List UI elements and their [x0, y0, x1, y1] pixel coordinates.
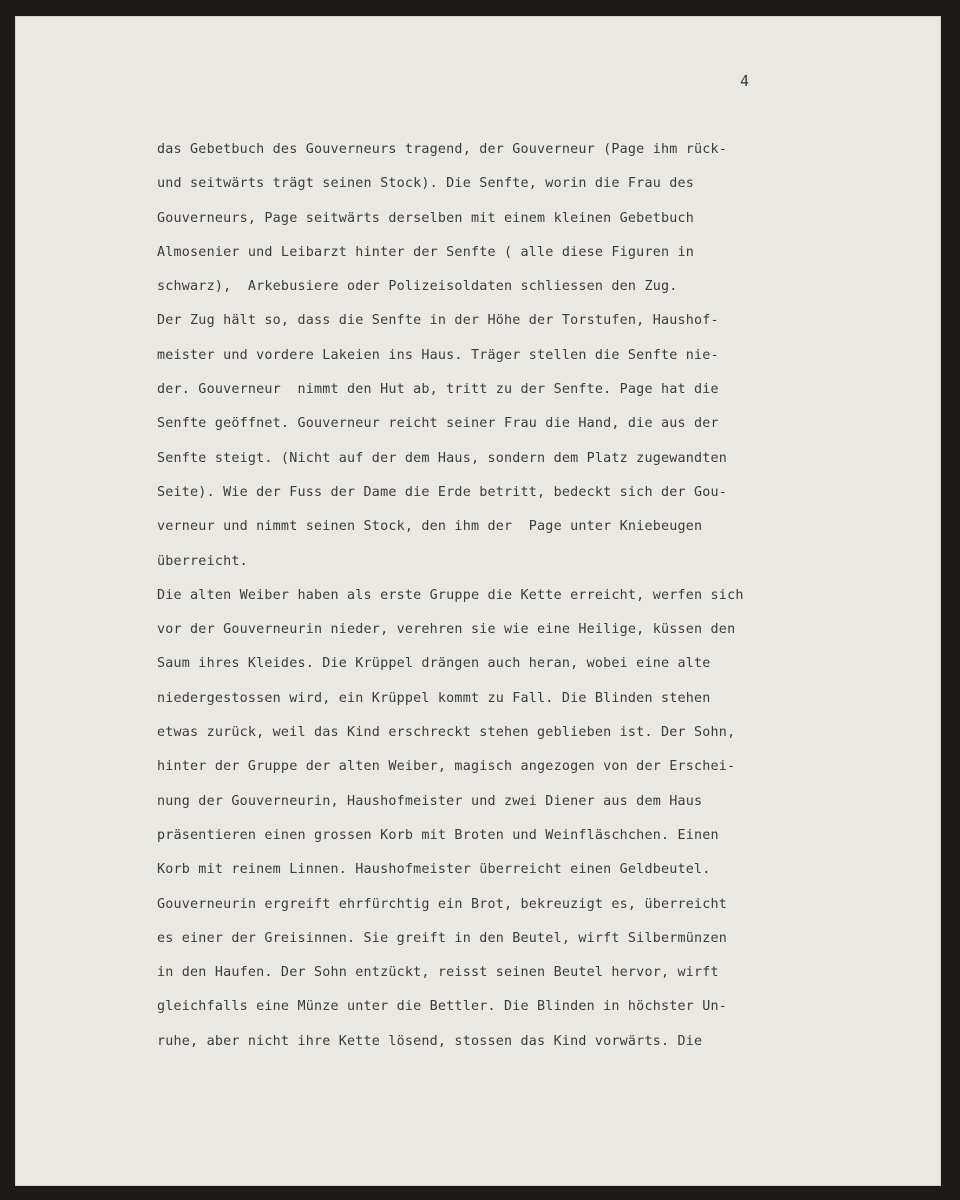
text-line: es einer der Greisinnen. Sie greift in den Beutel, wirft Silbermünzen [157, 930, 728, 946]
text-line: der. Gouverneur nimmt den Hut ab, tritt zu der Senfte. Page hat die [157, 382, 719, 398]
text-line: vor der Gouverneurin nieder, verehren sie wie eine Heilige, küssen den [157, 622, 736, 638]
text-line: verneur und nimmt seinen Stock, den ihm der Page unter Kniebeugen [157, 519, 703, 535]
text-line: Senfte steigt. (Nicht auf der dem Haus, sondern dem Platz zugewandten [157, 450, 728, 466]
text-line: Gouverneurin ergreift ehrfürchtig ein Brot, bekreuzigt es, überreicht [157, 896, 728, 912]
page-number: 4 [740, 72, 750, 90]
text-line: Almosenier und Leibarzt hinter der Senfte ( alle diese Figuren in [157, 244, 695, 260]
text-line: etwas zurück, weil das Kind erschreckt stehen geblieben ist. Der Sohn, [157, 725, 736, 741]
text-line: Seite). Wie der Fuss der Dame die Erde betritt, bedeckt sich der Gou- [157, 484, 728, 500]
text-line: überreicht. [157, 553, 248, 569]
text-line: Gouverneurs, Page seitwärts derselben mit einem kleinen Gebetbuch [157, 210, 695, 226]
text-line: Korb mit reinem Linnen. Haushofmeister überreicht einen Geldbeutel. [157, 862, 711, 878]
text-line: Senfte geöffnet. Gouverneur reicht seiner Frau die Hand, die aus der [157, 416, 719, 432]
typewritten-body [157, 133, 887, 1059]
text-line: gleichfalls eine Münze unter die Bettler. Die Blinden in höchster Un- [157, 999, 728, 1015]
text-line: und seitwärts trägt seinen Stock). Die Senfte, worin die Frau des [157, 176, 695, 192]
text-line: in den Haufen. Der Sohn entzückt, reisst seinen Beutel hervor, wirft [157, 965, 719, 981]
text-line: Die alten Weiber haben als erste Gruppe die Kette erreicht, werfen sich [157, 587, 744, 603]
text-line: meister und vordere Lakeien ins Haus. Träger stellen die Senfte nie- [157, 347, 719, 363]
text-line: das Gebetbuch des Gouverneurs tragend, der Gouverneur (Page ihm rück- [157, 142, 728, 157]
text-line: ruhe, aber nicht ihre Kette lösend, stossen das Kind vorwärts. Die [157, 1033, 703, 1049]
text-line: nung der Gouverneurin, Haushofmeister und zwei Diener aus dem Haus [157, 793, 703, 809]
text-line: Saum ihres Kleides. Die Krüppel drängen auch heran, wobei eine alte [157, 656, 711, 672]
text-line: niedergestossen wird, ein Krüppel kommt zu Fall. Die Blinden stehen [157, 690, 711, 706]
text-line: hinter der Gruppe der alten Weiber, magisch angezogen von der Erschei- [157, 759, 736, 775]
text-line: Der Zug hält so, dass die Senfte in der Höhe der Torstufen, Haushof- [157, 313, 719, 329]
text-line: schwarz), Arkebusiere oder Polizeisoldaten schliessen den Zug. [157, 279, 678, 295]
text-line: präsentieren einen grossen Korb mit Broten und Weinfläschchen. Einen [157, 827, 719, 843]
